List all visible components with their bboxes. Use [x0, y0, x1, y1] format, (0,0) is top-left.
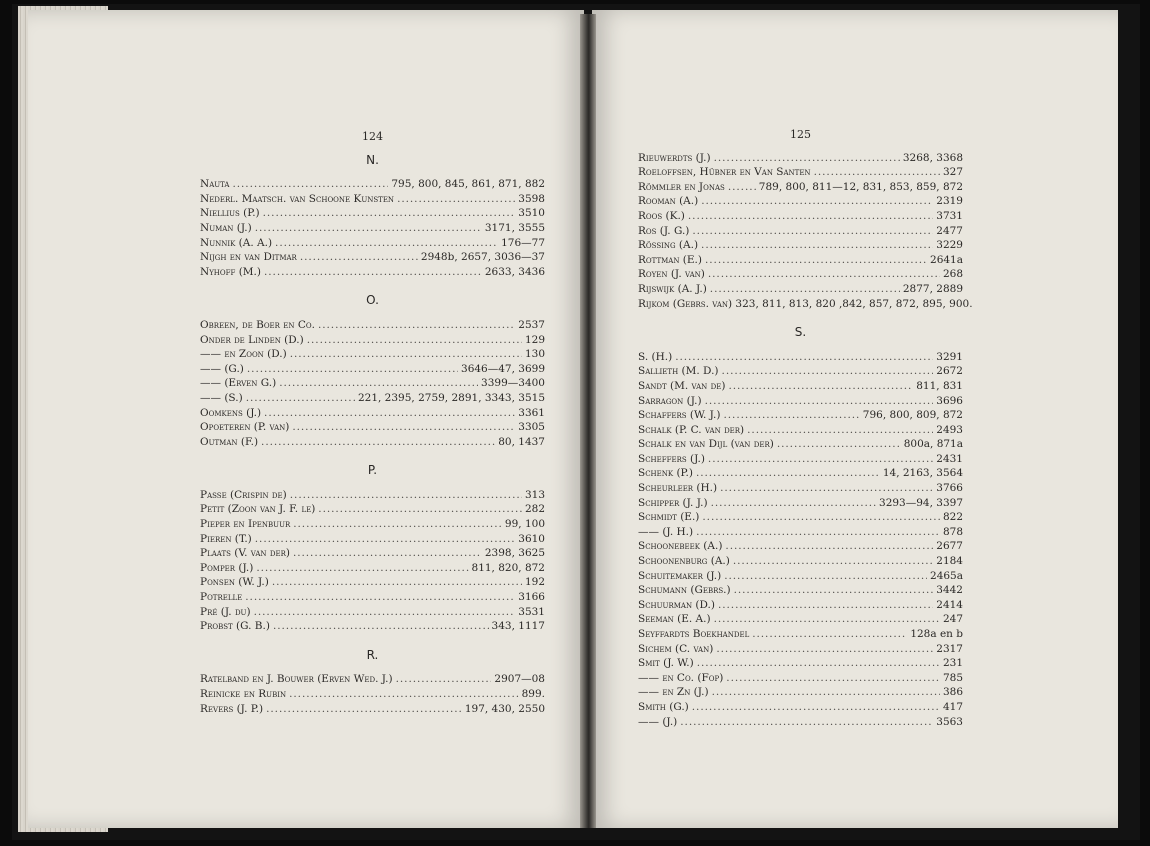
dot-leader: [708, 267, 940, 282]
entry-name: Sallieth (M. D.): [638, 365, 719, 378]
entry-pages: 796, 800, 809, 872: [862, 409, 963, 422]
index-entry: [200, 192, 545, 207]
section-letter: R.: [366, 647, 379, 662]
dot-leader: [724, 569, 927, 584]
entry-name: Rijkom (Gebrs. van) 323, 811, 813, 820 ,842, 857, 872, 895, 900.: [638, 297, 973, 310]
dot-leader: [293, 546, 482, 561]
index-sections: [638, 325, 963, 729]
index-entry: [638, 496, 963, 511]
dot-leader: [716, 642, 933, 657]
entry-pages: 3268, 3368: [902, 151, 963, 164]
entry-pages: 231: [942, 657, 963, 670]
entry-pages: 3598: [518, 192, 545, 205]
dot-leader: [261, 435, 495, 450]
entry-pages: 2537: [518, 318, 545, 331]
entry-pages: 878: [942, 525, 963, 538]
page-number: 125: [790, 128, 811, 141]
dot-leader: [725, 539, 933, 554]
index-entry: [638, 612, 963, 627]
dot-leader: [290, 488, 522, 503]
entry-pages: 2477: [936, 224, 963, 237]
entry-pages: 3442: [936, 584, 963, 597]
entry-name: Obreen, de Boer en Co.: [200, 318, 315, 331]
index-entry: [200, 502, 545, 517]
index-entry: [638, 238, 963, 253]
index-entry: [638, 379, 963, 394]
entry-name: Scheffers (J.): [638, 452, 705, 465]
entry-name: Schalk (P. C. van der): [638, 423, 745, 436]
entry-pages: 3646—47, 3699: [461, 362, 545, 375]
entry-name: Passe (Crispin de): [200, 488, 287, 501]
entry-name: Schmidt (E.): [638, 511, 700, 524]
entry-name: —— en Co. (Fop): [638, 671, 724, 684]
entry-name: Petit (Zoon van J. F. le): [200, 503, 316, 516]
index-entry: [200, 406, 545, 421]
dot-leader: [696, 525, 940, 540]
entry-pages: 2319: [936, 195, 963, 208]
index-entry: [638, 350, 963, 365]
entry-pages: 811, 831: [916, 379, 963, 392]
entry-pages: 176—77: [501, 236, 545, 249]
entry-name: Schalk en van Dijl (van der): [638, 438, 774, 451]
dot-leader: [264, 406, 515, 421]
entry-name: Ros (J. G.): [638, 224, 690, 237]
entry-name: Nunnik (A. A.): [200, 236, 273, 249]
dot-leader: [722, 364, 934, 379]
entry-name: Rössing (A.): [638, 239, 699, 252]
dot-leader: [696, 466, 880, 481]
index-entry: [200, 318, 545, 333]
dot-leader: [266, 702, 462, 717]
page-number: 124: [362, 130, 383, 143]
dot-leader: [232, 177, 388, 192]
entry-name: Seeman (E. A.): [638, 613, 711, 626]
entry-pages: 795, 800, 845, 861, 871, 882: [391, 178, 545, 191]
index-entry: [638, 671, 963, 686]
dot-leader: [397, 192, 515, 207]
entry-pages: 2677: [936, 540, 963, 553]
section-letter: S.: [794, 325, 807, 340]
dot-leader: [279, 376, 478, 391]
section-letter: P.: [367, 463, 378, 478]
index-entry: [200, 206, 545, 221]
entry-name: Pré (J. du): [200, 605, 251, 618]
index-entry: [200, 619, 545, 634]
entry-pages: 811, 820, 872: [471, 561, 545, 574]
entry-name: —— (G.): [200, 362, 244, 375]
index-entry: [638, 700, 963, 715]
entry-pages: 3563: [936, 715, 963, 728]
entry-pages: 14, 2163, 3564: [882, 467, 963, 480]
entry-pages: 3510: [518, 207, 545, 220]
entry-name: —— (J. H.): [638, 525, 694, 538]
entry-pages: 822: [942, 511, 963, 524]
entry-name: Ponsen (W. J.): [200, 576, 269, 589]
entry-name: Niellius (P.): [200, 207, 260, 220]
dot-leader: [246, 391, 355, 406]
dot-leader: [264, 265, 482, 280]
entry-pages: 2641a: [930, 253, 963, 266]
entry-name: Schenk (P.): [638, 467, 693, 480]
entry-name: Oomkens (J.): [200, 406, 262, 419]
index-entry: [638, 583, 963, 598]
dot-leader: [702, 510, 940, 525]
dot-leader: [718, 598, 933, 613]
entry-name: —— en Zoon (D.): [200, 348, 287, 361]
index-entry: [638, 452, 963, 467]
entry-pages: 80, 1437: [498, 435, 545, 448]
dot-leader: [777, 437, 901, 452]
index-entry: [200, 517, 545, 532]
entry-name: Schoonebeek (A.): [638, 540, 723, 553]
entry-pages: 2493: [936, 423, 963, 436]
entry-name: —— (S.): [200, 391, 243, 404]
entry-name: —— (J.): [638, 715, 678, 728]
index-entry: [638, 253, 963, 268]
dot-leader: [692, 224, 933, 239]
entry-name: Sandt (M. van de): [638, 379, 726, 392]
dot-leader: [255, 532, 515, 547]
index-entry: [200, 702, 545, 717]
entry-pages: 268: [942, 268, 963, 281]
entry-pages: 2431: [936, 452, 963, 465]
section-letter: O.: [366, 293, 379, 308]
index-entry: [638, 715, 963, 730]
dot-leader: [701, 238, 933, 253]
index-sections: [200, 153, 545, 717]
dot-leader: [318, 502, 522, 517]
entry-name: Smit (J. W.): [638, 657, 694, 670]
entry-name: Rottman (E.): [638, 253, 702, 266]
dot-leader: [254, 605, 516, 620]
entry-name: Ratelband en J. Bouwer (Erven Wed. J.): [200, 673, 393, 686]
entry-name: Royen (J. van): [638, 268, 705, 281]
entry-pages: 800a, 871a: [903, 438, 963, 451]
index-entry: [200, 376, 545, 391]
entry-pages: 3291: [936, 350, 963, 363]
index-entry: [638, 151, 963, 166]
index-entry: [638, 598, 963, 613]
book-gutter: [580, 14, 596, 828]
index-entry: [200, 236, 545, 251]
dot-leader: [255, 221, 482, 236]
dot-leader: [675, 350, 933, 365]
index-entry: [200, 532, 545, 547]
entry-name: Nijgh en van Ditmar: [200, 251, 297, 264]
index-entry: [200, 391, 545, 406]
entry-pages: 247: [942, 613, 963, 626]
index-entry: [200, 347, 545, 362]
dot-leader: [747, 423, 933, 438]
dot-leader: [710, 282, 900, 297]
index-entry: [200, 250, 545, 265]
index-continuation: [638, 151, 973, 312]
index-entry: [638, 423, 963, 438]
entry-pages: 2398, 3625: [484, 547, 545, 560]
entry-name: Schaffers (W. J.): [638, 409, 721, 422]
entry-pages: 2414: [936, 598, 963, 611]
entry-pages: 789, 800, 811—12, 831, 853, 859, 872: [758, 180, 963, 193]
entry-pages: 2184: [936, 555, 963, 568]
dot-leader: [680, 715, 933, 730]
entry-pages: 3293—94, 3397: [879, 496, 963, 509]
index-entry: [638, 685, 963, 700]
dot-leader: [247, 362, 458, 377]
entry-name: Opoeteren (P. van): [200, 421, 290, 434]
entry-pages: 129: [524, 333, 545, 346]
entry-name: —— (Erven G.): [200, 377, 277, 390]
dot-leader: [318, 318, 515, 333]
index-entry: [200, 420, 545, 435]
dot-leader: [724, 408, 860, 423]
entry-name: Pomper (J.): [200, 561, 254, 574]
index-entry: [638, 364, 963, 379]
entry-name: Roos (K.): [638, 209, 685, 222]
index-entry: [638, 282, 963, 297]
index-entry: [200, 488, 545, 503]
dot-leader: [396, 672, 492, 687]
index-entry: [200, 435, 545, 450]
index-entry: [638, 466, 963, 481]
right-page-column: [638, 128, 973, 729]
dot-leader: [273, 619, 489, 634]
entry-name: Seyffardts Boekhandel: [638, 628, 750, 640]
entry-pages: 327: [942, 166, 963, 179]
entry-pages: 3696: [936, 394, 963, 407]
dot-leader: [708, 452, 933, 467]
entry-pages: 3171, 3555: [484, 221, 545, 234]
dot-leader: [289, 687, 518, 702]
dot-leader: [263, 206, 516, 221]
index-entry: [638, 224, 963, 239]
index-entry: [638, 481, 963, 496]
index-entry: [638, 539, 963, 554]
dot-leader: [307, 333, 522, 348]
dot-leader: [705, 253, 927, 268]
index-entry: [638, 525, 963, 540]
index-entry: [200, 590, 545, 605]
entry-pages: 2633, 3436: [484, 265, 545, 278]
entry-pages: 2465a: [930, 569, 963, 582]
entry-pages: 221, 2395, 2759, 2891, 3343, 3515: [357, 391, 545, 404]
entry-name: Schumann (Gebrs.): [638, 584, 731, 597]
entry-pages: 3731: [936, 209, 963, 222]
entry-name: Sichem (C. van): [638, 642, 714, 655]
index-entry: [638, 267, 963, 282]
index-entry: [638, 165, 963, 180]
entry-pages: 197, 430, 2550: [464, 702, 545, 715]
dot-leader: [290, 347, 522, 362]
entry-pages: 2948b, 2657, 3036—37: [420, 251, 545, 264]
dot-leader: [272, 575, 522, 590]
index-entry: [200, 265, 545, 280]
entry-pages: 3229: [936, 239, 963, 252]
dot-leader: [712, 685, 940, 700]
index-entry: [638, 297, 973, 312]
entry-pages: 3610: [518, 532, 545, 545]
index-entry: [638, 408, 963, 423]
dot-leader: [245, 590, 515, 605]
entry-name: Rieuwerdts (J.): [638, 151, 711, 164]
entry-name: Römmler en Jonas: [638, 180, 725, 193]
dot-leader: [692, 700, 940, 715]
index-entry: [200, 546, 545, 561]
dot-leader: [705, 394, 934, 409]
entry-pages: 3305: [518, 421, 545, 434]
left-page-column: [200, 130, 545, 716]
index-entry: [200, 605, 545, 620]
index-entry: [638, 554, 963, 569]
entry-name: Reinicke en Rubin: [200, 688, 287, 700]
dot-leader: [275, 236, 498, 251]
entry-pages: 313: [524, 488, 545, 501]
index-entry: [638, 437, 963, 452]
entry-pages: 128a en b: [910, 628, 963, 640]
entry-pages: 2672: [936, 365, 963, 378]
entry-name: Pieren (T.): [200, 532, 252, 545]
entry-pages: 2907—08: [494, 673, 545, 686]
entry-pages: 3166: [518, 591, 545, 604]
dot-leader: [733, 554, 933, 569]
dot-leader: [697, 656, 940, 671]
index-entry: [200, 672, 545, 687]
entry-name: Scheurleer (H.): [638, 482, 718, 495]
dot-leader: [728, 379, 913, 394]
entry-pages: 130: [524, 348, 545, 361]
dot-leader: [752, 627, 907, 642]
entry-pages: 282: [524, 503, 545, 516]
entry-name: Pieper en Ipenbuur: [200, 518, 291, 531]
index-entry: [638, 510, 963, 525]
entry-name: Revers (J. P.): [200, 702, 264, 715]
section-letter: N.: [366, 152, 379, 167]
dot-leader: [688, 209, 933, 224]
entry-name: Nyhoff (M.): [200, 265, 261, 278]
dot-leader: [714, 612, 940, 627]
dot-leader: [726, 671, 940, 686]
entry-pages: 785: [942, 671, 963, 684]
entry-pages: 3399—3400: [481, 377, 545, 390]
entry-pages: 899.: [521, 688, 545, 700]
dot-leader: [701, 194, 933, 209]
entry-pages: 192: [524, 576, 545, 589]
index-entry: [638, 194, 963, 209]
entry-name: Probst (G. B.): [200, 620, 270, 633]
index-entry: [200, 575, 545, 590]
entry-name: Smith (G.): [638, 700, 689, 713]
index-entry: [200, 333, 545, 348]
index-entry: [638, 394, 963, 409]
entry-pages: 2317: [936, 642, 963, 655]
entry-name: Rijswijk (A. J.): [638, 282, 707, 295]
entry-name: Potrelle: [200, 591, 243, 604]
entry-name: Sarragon (J.): [638, 394, 702, 407]
index-entry: [638, 180, 963, 195]
dot-leader: [734, 583, 934, 598]
entry-name: Roeloffsen, Hübner en Van Santen: [638, 166, 811, 179]
entry-name: Schuitemaker (J.): [638, 569, 722, 582]
entry-name: Schoonenburg (A.): [638, 555, 730, 568]
dot-leader: [256, 561, 468, 576]
index-entry: [638, 627, 963, 642]
dot-leader: [711, 496, 876, 511]
entry-name: Outman (F.): [200, 435, 259, 448]
index-entry: [200, 177, 545, 192]
dot-leader: [292, 420, 515, 435]
entry-pages: 386: [942, 686, 963, 699]
entry-name: Nederl. Maatsch. van Schoone Kunsten: [200, 192, 395, 205]
index-entry: [638, 209, 963, 224]
entry-name: Schuurman (D.): [638, 598, 715, 611]
dot-leader: [714, 151, 900, 166]
entry-name: Plaats (V. van der): [200, 547, 290, 560]
dot-leader: [293, 517, 502, 532]
dot-leader: [728, 180, 756, 195]
entry-pages: 3361: [518, 406, 545, 419]
index-entry: [638, 656, 963, 671]
entry-pages: 2877, 2889: [902, 282, 963, 295]
index-entry: [638, 569, 963, 584]
entry-pages: 3531: [518, 605, 545, 618]
entry-pages: 343, 1117: [491, 620, 545, 633]
entry-name: —— en Zn (J.): [638, 686, 709, 699]
entry-name: Numan (J.): [200, 221, 252, 234]
index-entry: [200, 687, 545, 702]
index-entry: [638, 642, 963, 657]
dot-leader: [300, 250, 418, 265]
entry-pages: 99, 100: [504, 518, 545, 531]
entry-name: Schipper (J. J.): [638, 496, 708, 509]
dot-leader: [720, 481, 933, 496]
index-entry: [200, 221, 545, 236]
entry-pages: 417: [942, 700, 963, 713]
entry-name: Rooman (A.): [638, 195, 699, 208]
entry-name: S. (H.): [638, 350, 673, 363]
index-entry: [200, 561, 545, 576]
entry-pages: 3766: [936, 482, 963, 495]
index-entry: [200, 362, 545, 377]
dot-leader: [814, 165, 940, 180]
entry-name: Onder de Linden (D.): [200, 333, 304, 346]
entry-name: Nauta: [200, 178, 230, 191]
